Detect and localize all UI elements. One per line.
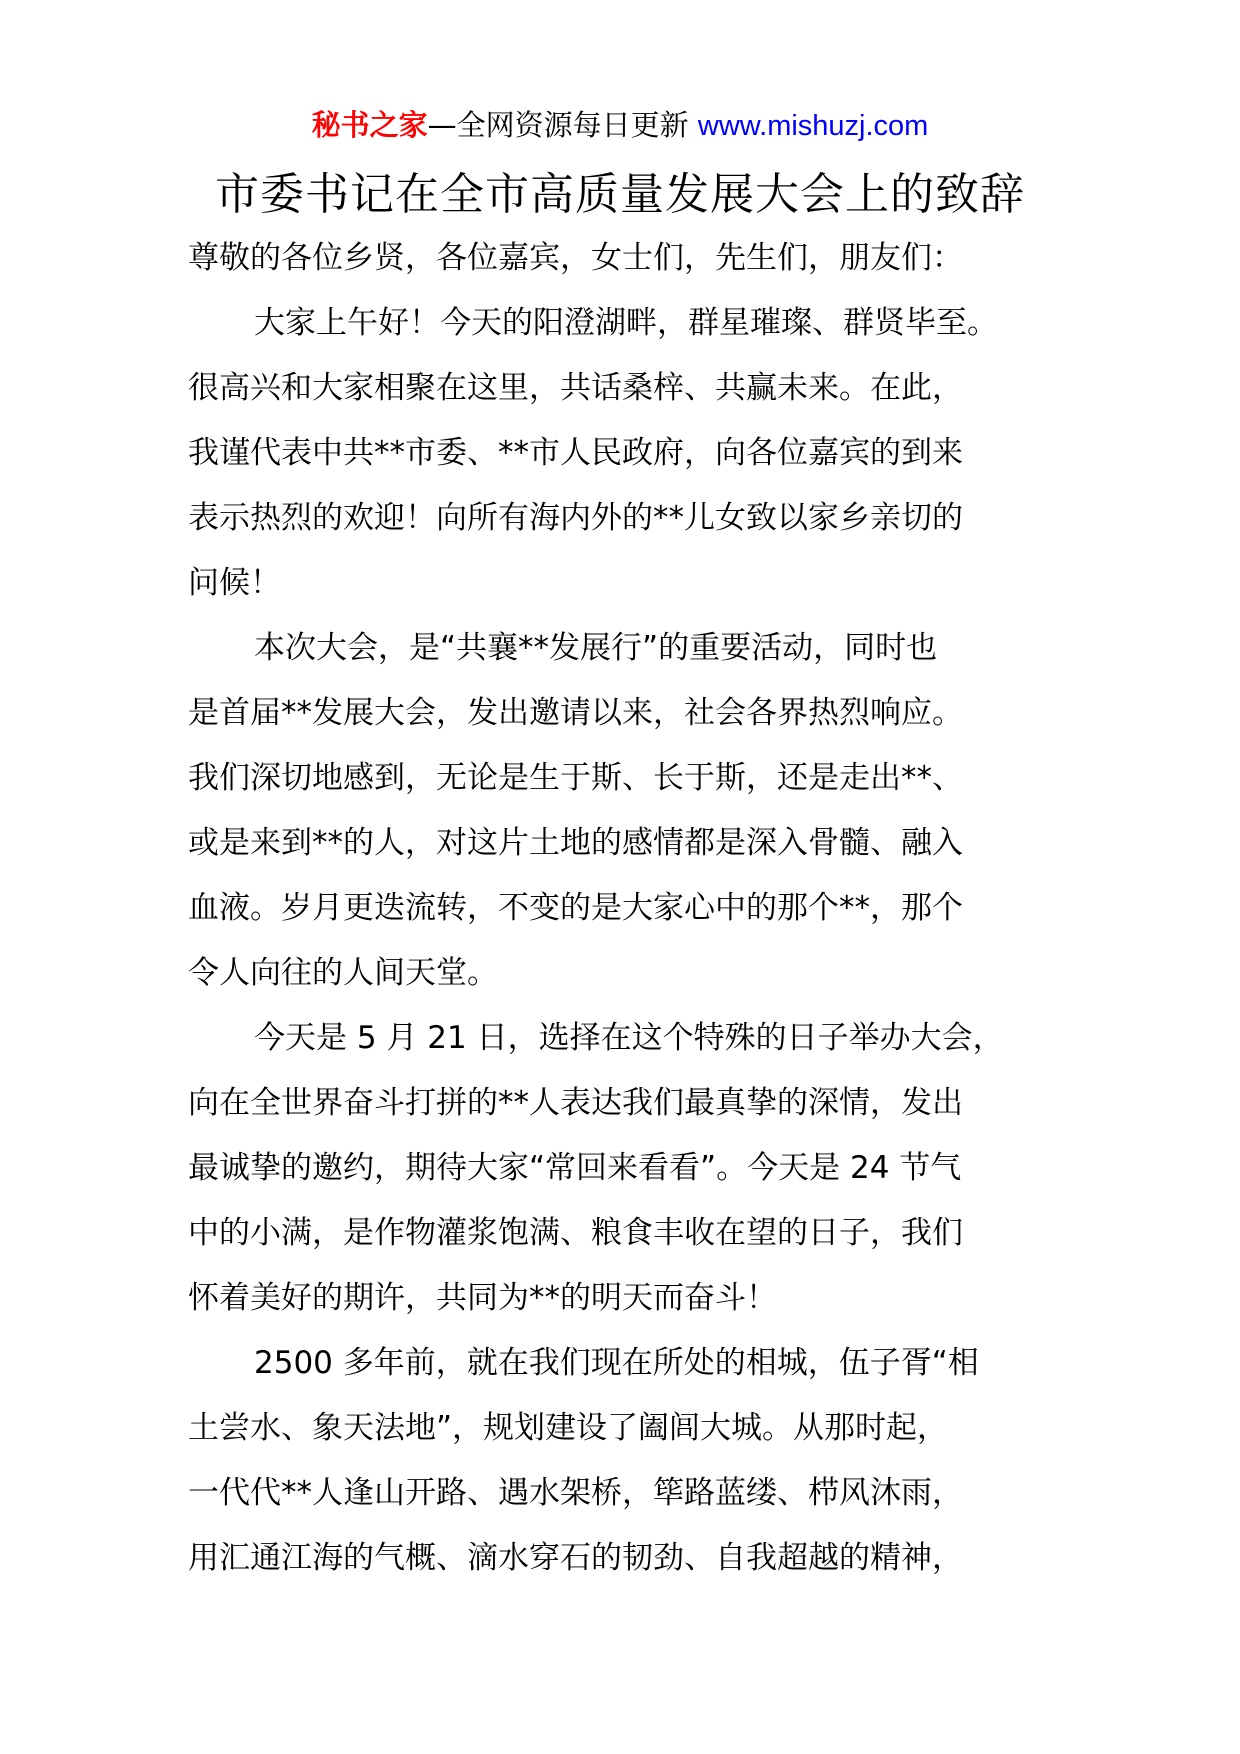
body-line: 血液。岁月更迭流转，不变的是大家心中的那个**，那个 bbox=[188, 890, 963, 926]
body-line: 一代代**人逢山开路、遇水架桥，筚路蓝缕、栉风沐雨， bbox=[188, 1475, 963, 1511]
document-title: 市委书记在全市高质量发展大会上的致辞 bbox=[215, 169, 1025, 220]
body-line: 我们深切地感到，无论是生于斯、长于斯，还是走出**、 bbox=[188, 760, 963, 796]
document-body bbox=[188, 226, 1048, 1591]
body-line: 表示热烈的欢迎！向所有海内外的**儿女致以家乡亲切的 bbox=[188, 500, 963, 536]
site-url-link[interactable]: www.mishuzj.com bbox=[697, 110, 929, 142]
body-line: 很高兴和大家相聚在这里，共话桑梓、共赢未来。在此， bbox=[188, 370, 963, 406]
body-line: 2500 多年前，就在我们现在所处的相城，伍子胥“相 bbox=[254, 1345, 979, 1381]
body-line: 向在全世界奋斗打拼的**人表达我们最真挚的深情，发出 bbox=[188, 1085, 963, 1121]
body-line: 怀着美好的期许，共同为**的明天而奋斗！ bbox=[188, 1280, 777, 1316]
brand-name: 秘书之家 bbox=[311, 108, 428, 142]
body-line: 或是来到**的人，对这片土地的感情都是深入骨髓、融入 bbox=[188, 825, 963, 861]
site-header bbox=[0, 100, 1240, 151]
body-line: 土尝水、象天法地”，规划建设了阖闾大城。从那时起， bbox=[188, 1410, 949, 1446]
body-line: 问候！ bbox=[188, 565, 281, 601]
header-tagline: —全网资源每日更新 bbox=[427, 108, 689, 142]
body-line: 大家上午好！今天的阳澄湖畔，群星璀璨、群贤毕至。 bbox=[254, 305, 998, 341]
body-line: 用汇通江海的气概、滴水穿石的韧劲、自我超越的精神， bbox=[188, 1540, 963, 1576]
body-line: 我谨代表中共**市委、**市人民政府，向各位嘉宾的到来 bbox=[188, 435, 963, 471]
body-line: 本次大会，是“共襄**发展行”的重要活动，同时也 bbox=[254, 630, 938, 666]
body-line: 中的小满，是作物灌浆饱满、粮食丰收在望的日子，我们 bbox=[188, 1215, 963, 1251]
body-line: 今天是 5 月 21 日，选择在这个特殊的日子举办大会， bbox=[254, 1020, 1004, 1056]
body-line: 最诚挚的邀约，期待大家“常回来看看”。今天是 24 节气 bbox=[188, 1150, 962, 1186]
body-line: 尊敬的各位乡贤，各位嘉宾，女士们，先生们，朋友们： bbox=[188, 240, 963, 276]
body-line: 是首届**发展大会，发出邀请以来，社会各界热烈响应。 bbox=[188, 695, 963, 731]
body-line: 令人向往的人间天堂。 bbox=[188, 955, 498, 991]
